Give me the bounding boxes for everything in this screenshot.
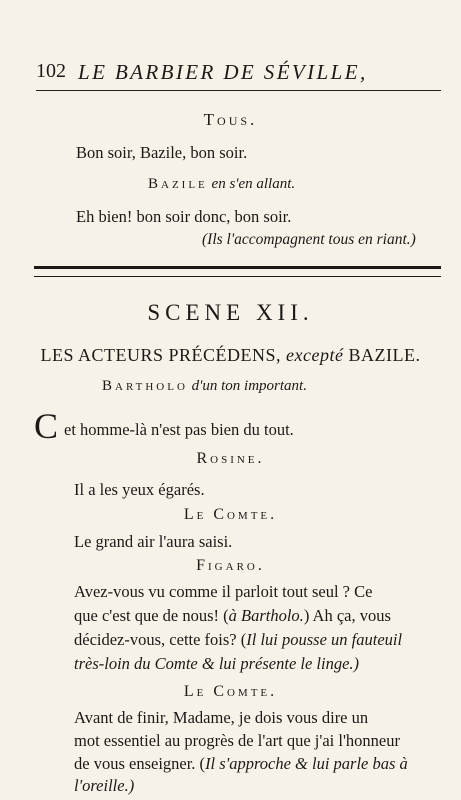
stage-bartholo xyxy=(102,378,307,395)
figaro-line-3b: Il lui pousse un fauteuil xyxy=(246,630,403,649)
comte-line-3b: Il s'approche & lui parle bas à xyxy=(205,754,408,773)
line-bartholo: et homme-là n'est pas bien du tout. xyxy=(64,420,294,439)
line-tous: Bon soir, Bazile, bon soir. xyxy=(76,143,248,162)
speaker-bazile: Bazile xyxy=(148,176,208,192)
speaker-bartholo: Bartholo xyxy=(102,378,188,394)
stage-bazile xyxy=(148,176,295,193)
comte-line-4: l'oreille.) xyxy=(74,776,135,795)
running-title: LE BARBIER DE SÉVILLE, xyxy=(78,60,368,84)
comte-line-2: mot essentiel au progrès de l'art que j'ai l'honneur xyxy=(74,731,400,750)
speaker-tous: Tous. xyxy=(203,110,258,129)
page-number: 102 xyxy=(36,60,66,82)
figaro-line-3a: décidez-vous, cette fois? ( xyxy=(74,630,247,649)
speaker-figaro: Figaro. xyxy=(196,557,265,574)
figaro-line-4: très-loin du Comte & lui présente le linge.) xyxy=(74,654,360,673)
figaro-line-1: Avez-vous vu comme il parloit tout seul ? Ce xyxy=(74,582,373,601)
cast-prefix: LES ACTEURS PRÉCÉDENS, xyxy=(40,345,287,365)
speaker-rosine: Rosine. xyxy=(196,450,265,467)
figaro-line-2c: ) Ah ça, vous xyxy=(303,606,391,625)
line-comte-1: Le grand air l'aura saisi. xyxy=(74,532,233,551)
speaker-comte-1: Le Comte. xyxy=(183,506,278,523)
direction-bazile: en s'en allant. xyxy=(207,176,296,192)
running-header xyxy=(36,60,441,86)
header-rule xyxy=(36,90,441,91)
direction-bartholo: d'un ton important. xyxy=(187,378,307,394)
figaro-line-3 xyxy=(74,630,402,650)
comte-line-3 xyxy=(74,754,408,774)
cast-except: excepté xyxy=(286,345,344,365)
section-rule xyxy=(34,266,441,277)
cast-name: BAZILE. xyxy=(343,345,421,365)
line-bazile: Eh bien! bon soir donc, bon soir. xyxy=(76,207,292,226)
speaker-comte-2: Le Comte. xyxy=(183,683,278,700)
figaro-line-2b: à Bartholo. xyxy=(228,606,304,625)
direction-exit: (Ils l'accompagnent tous en riant.) xyxy=(202,231,416,248)
comte-line-1: Avant de finir, Madame, je dois vous dire un xyxy=(74,708,369,727)
scene-cast xyxy=(0,345,461,366)
figaro-line-2 xyxy=(74,606,391,626)
drop-cap: C xyxy=(34,406,59,446)
comte-line-3a: de vous enseigner. ( xyxy=(74,754,206,773)
figaro-line-2a: que c'est que de nous! ( xyxy=(74,606,229,625)
line-rosine: Il a les yeux égarés. xyxy=(74,480,205,499)
scene-title: SCENE XII. xyxy=(147,300,314,325)
